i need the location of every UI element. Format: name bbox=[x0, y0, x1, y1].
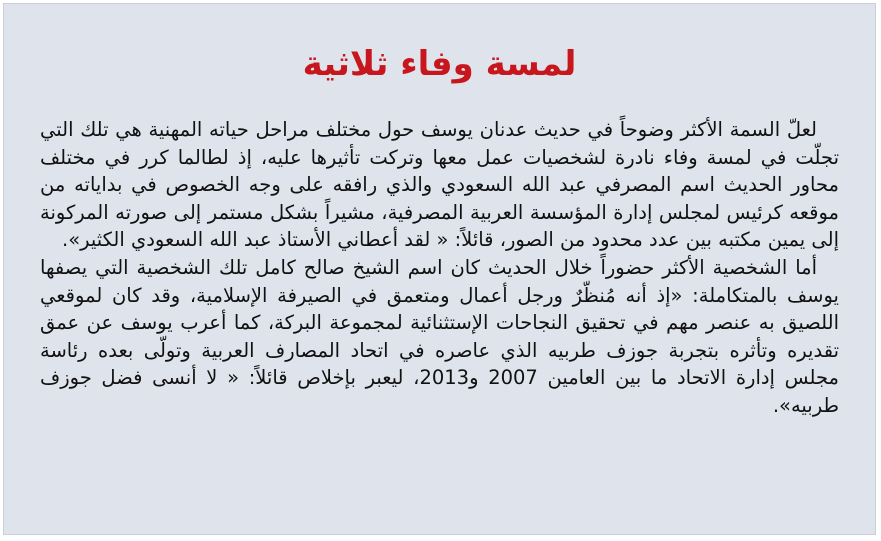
article-body bbox=[40, 116, 839, 420]
article-box bbox=[3, 3, 876, 535]
article-paragraph-2: أما الشخصية الأكثر حضوراً خلال الحديث كان اسم الشيخ صالح كامل تلك الشخصية التي يصفها يوسف بالمتكاملة: «إذ أنه مُنظّرٌ ورجل أعمال ومتعمق في الصيرفة الإسلامية، وقد كان لموقعي اللصيق به عنصر مهم في تحقيق النجاحات الإستثنائية لمجموعة البركة، كما أعرب يوسف عن عمق تقديره وتأثره بتجربة جوزف طربيه الذي عاصره في اتحاد المصارف العربية وتولّى بعده رئاسة مجلس إدارة الاتحاد ما بين العامين 2007 و2013، ليعبر بإخلاص قائلاً: « لا أنسى فضل جوزف طربيه». bbox=[40, 255, 840, 417]
article-title: لمسة وفاء ثلاثية bbox=[302, 44, 577, 84]
article-paragraph-1: لعلّ السمة الأكثر وضوحاً في حديث عدنان يوسف حول مختلف مراحل حياته المهنية هي تلك التي تجلّت في لمسة وفاء نادرة لشخصيات عمل معها وتركت تأثيرها عليه، إذ لطالما كرر في مختلف محاور الحديث اسم المصرفي عبد الله السعودي والذي رافقه على وجه الخصوص في بداياته من موقعه كرئيس لمجلس إدارة المؤسسة العربية المصرفية، مشيراً بشكل مستمر إلى صورته المركونة إلى يمين مكتبه بين عدد محدود من الصور، قائلاً: « لقد أعطاني الأستاذ عبد الله السعودي الكثير». bbox=[40, 118, 839, 252]
